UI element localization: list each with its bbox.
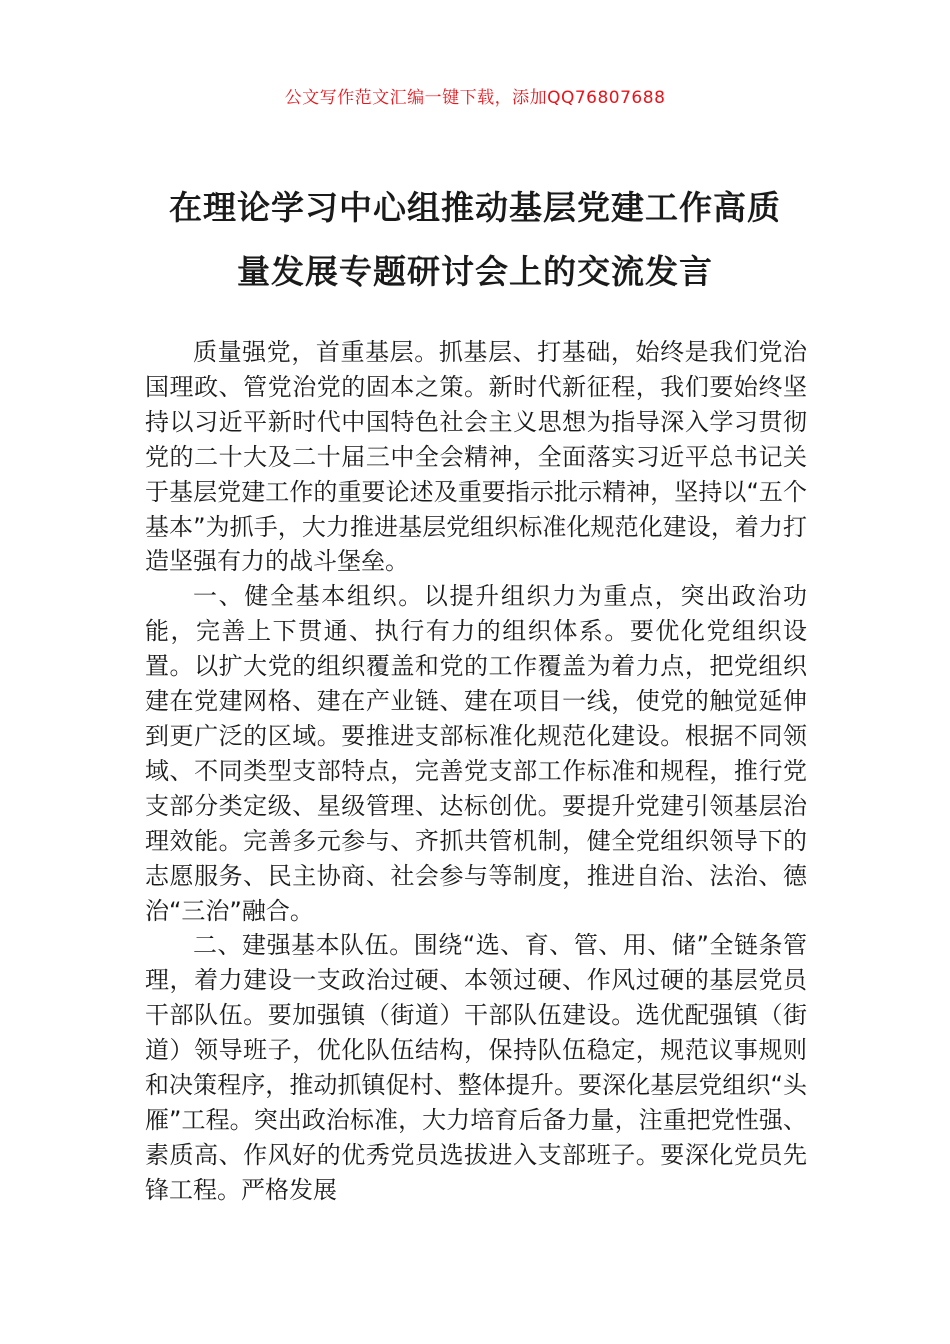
paragraph-intro: 质量强党，首重基层。抓基层、打基础，始终是我们党治国理政、管党治党的固本之策。新时代新征程，我们要始终坚持以习近平新时代中国特色社会主义思想为指导深入学习贯彻党的二十大及二十届三中全会精神，全面落实习近平总书记关于基层党建工作的重要论述及重要指示批示精神，坚持以“五个基本”为抓手，大力推进基层党组织标准化规范化建设，着力打造坚强有力的战斗堡垒。 <box>145 338 807 576</box>
title-line-2: 量发展专题研讨会上的交流发言 <box>237 252 713 291</box>
document-body <box>145 335 807 1208</box>
title-line-1: 在理论学习中心组推动基层党建工作高质 <box>169 188 781 227</box>
paragraph-section-1: 一、健全基本组织。以提升组织力为重点，突出政治功能，完善上下贯通、执行有力的组织体系。要优化党组织设置。以扩大党的组织覆盖和党的工作覆盖为着力点，把党组织建在党建网格、建在产业链、建在项目一线，使党的触觉延伸到更广泛的区域。要推进支部标准化规范化建设。根据不同领域、不同类型支部特点，完善党支部工作标准和规程，推行党支部分类定级、星级管理、达标创优。要提升党建引领基层治理效能。完善多元参与、齐抓共管机制，健全党组织领导下的志愿服务、民主协商、社会参与等制度，推进自治、法治、德治“三治”融合。 <box>145 582 807 925</box>
document-title <box>130 176 820 304</box>
promo-banner: 公文写作范文汇编一键下载，添加QQ76807688 <box>284 88 666 108</box>
paragraph-section-2: 二、建强基本队伍。围绕“选、育、管、用、储”全链条管理，着力建设一支政治过硬、本领过硬、作风过硬的基层党员干部队伍。要加强镇（街道）干部队伍建设。选优配强镇（街道）领导班子，优化队伍结构，保持队伍稳定，规范议事规则和决策程序，推动抓镇促村、整体提升。要深化基层党组织“头雁”工程。突出政治标准，大力培育后备力量，注重把党性强、素质高、作风好的优秀党员选拔进入支部班子。要深化党员先锋工程。严格发展 <box>145 931 807 1204</box>
